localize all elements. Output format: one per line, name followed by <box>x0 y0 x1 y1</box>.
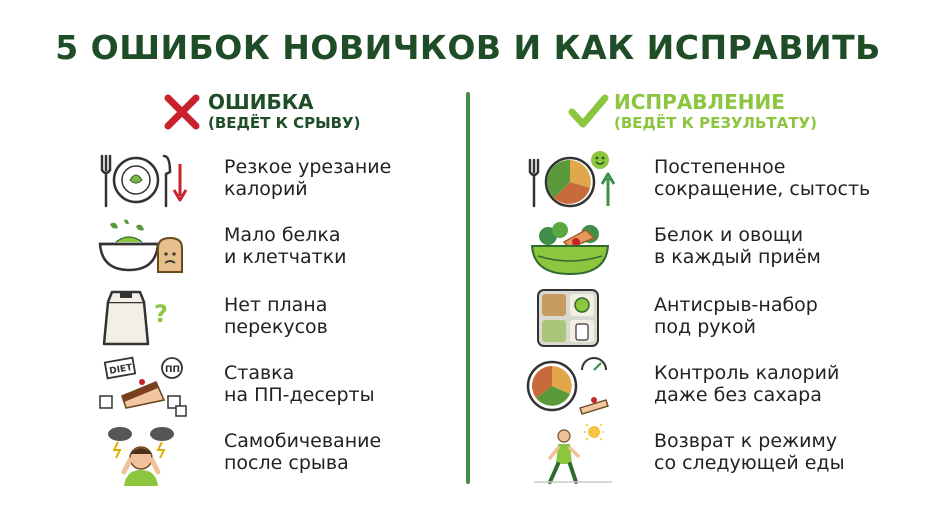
fix-line-2: под рукой <box>654 316 756 338</box>
fixes-subheading: (ВЕДЁТ К РЕЗУЛЬТАТУ) <box>614 114 817 132</box>
fix-line-2: даже без сахара <box>654 384 822 406</box>
fix-line-1: Контроль калорий <box>654 362 840 384</box>
fix-line-2: сокращение, сытость <box>654 178 871 200</box>
diet-cake-sugar-cubes-icon <box>96 356 192 418</box>
mistake-line-2: на ПП-десерты <box>224 384 375 406</box>
checkmark-icon <box>566 90 610 134</box>
fix-line-1: Возврат к режиму <box>654 430 838 452</box>
fix-line-2: в каждый приём <box>654 246 821 268</box>
mistake-line-2: перекусов <box>224 316 328 338</box>
protein-vegetable-bowl-icon <box>524 218 620 280</box>
mistake-line-1: Ставка <box>224 362 295 384</box>
page-title: 5 ОШИБОК НОВИЧКОВ И КАК ИСПРАВИТЬ <box>55 28 881 67</box>
fix-line-1: Антисрыв-набор <box>654 294 818 316</box>
mistake-line-2: и клетчатки <box>224 246 347 268</box>
plate-cutlery-down-arrow-icon <box>96 150 192 212</box>
salad-bowl-sad-bread-icon <box>96 218 192 280</box>
mistake-line-2: после срыва <box>224 452 349 474</box>
diet-label: DIET <box>108 362 134 377</box>
mistakes-subheading: (ВЕДЁТ К СРЫВУ) <box>208 114 361 132</box>
paper-bag-question-icon <box>96 288 192 350</box>
mistake-line-1: Мало белка <box>224 224 341 246</box>
plate-dessert-gauge-icon <box>524 356 620 418</box>
snack-box-icon <box>524 288 620 350</box>
pp-label: ПП <box>165 365 181 375</box>
fixes-heading: ИСПРАВЛЕНИЕ <box>614 90 785 114</box>
svg-text:?: ? <box>154 300 168 328</box>
column-divider <box>466 92 470 484</box>
mistake-line-1: Нет плана <box>224 294 328 316</box>
fix-line-1: Постепенное <box>654 156 786 178</box>
walking-person-sun-icon <box>524 424 620 486</box>
mistake-line-2: калорий <box>224 178 308 200</box>
mistakes-heading: ОШИБКА <box>208 90 314 114</box>
cross-icon <box>160 90 204 134</box>
fix-line-2: со следующей еды <box>654 452 845 474</box>
stressed-person-clouds-icon <box>96 424 192 486</box>
balanced-plate-smile-up-arrow-icon <box>524 150 620 212</box>
fix-line-1: Белок и овощи <box>654 224 804 246</box>
mistake-line-1: Резкое урезание <box>224 156 392 178</box>
mistake-line-1: Самобичевание <box>224 430 382 452</box>
